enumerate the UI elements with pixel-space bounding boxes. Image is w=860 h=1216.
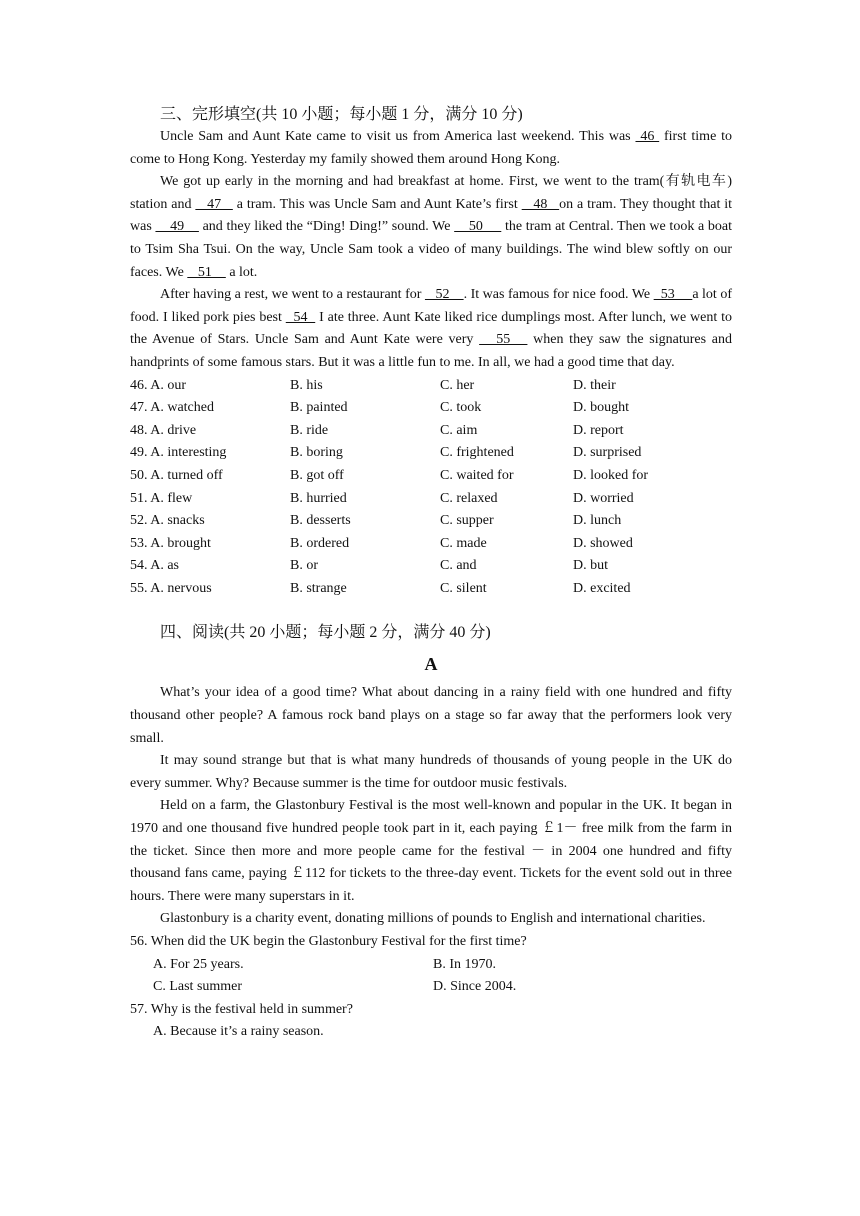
option: D. looked for xyxy=(573,467,649,483)
option: D. showed xyxy=(573,535,633,551)
option-row-47 xyxy=(130,397,732,420)
option: A. Because it’s a rainy season. xyxy=(153,1024,324,1040)
text-run: a lot. xyxy=(225,264,258,280)
cloze-options xyxy=(130,375,732,601)
option: B. painted xyxy=(290,400,348,416)
option: B. boring xyxy=(290,445,343,461)
blank-49: 49 xyxy=(155,219,199,235)
text-run: . It was famous for nice food. We xyxy=(463,287,654,303)
option: C. aim xyxy=(440,422,478,438)
text-run: on a tram. They thought that it was xyxy=(130,196,733,235)
option-row-49 xyxy=(130,442,732,465)
option: D. report xyxy=(573,422,624,438)
option: B. his xyxy=(290,377,323,393)
reading-paragraph-2: It may sound strange but that is what many hundreds of thousands of young people in the UK do every summer. Why? Because summer is the time for outdoor music festivals. xyxy=(130,753,732,791)
text-run: After having a rest, we went to a restaurant for xyxy=(160,287,425,303)
option-row-50 xyxy=(130,465,732,488)
option: C. relaxed xyxy=(440,490,498,506)
text-run: and they liked the “Ding! Ding!” sound. We xyxy=(198,219,455,235)
reading-paragraph-3: Held on a farm, the Glastonbury Festival is the most well-known and popular in the UK. It began in 1970 and one thousand five hundred people took part in it, each paying ￡1－ free milk from the farm in the ticket. Since then more and more people came for the festival － in 2004 one hundred and fifty thousand fans came, paying ￡112 for tickets to the three-day event. Tickets for the event sold out in three hours. There were many superstars in it. xyxy=(130,798,732,904)
blank-51: 51 xyxy=(187,264,226,280)
option: D. lunch xyxy=(573,513,622,529)
text-run: first time to come to Hong Kong. Yesterday my family showed them around Hong Kong. xyxy=(130,129,733,167)
option: 53. A. brought xyxy=(130,535,211,551)
option-row-51 xyxy=(130,488,732,511)
option: D. worried xyxy=(573,490,634,506)
option: 49. A. interesting xyxy=(130,445,227,461)
text-run: a lot of food. I liked pork pies best xyxy=(130,287,733,325)
option: D. but xyxy=(573,558,608,574)
option: 52. A. snacks xyxy=(130,513,205,529)
option: D. excited xyxy=(573,580,631,596)
option: D. bought xyxy=(573,400,629,416)
option: C. her xyxy=(440,377,475,393)
section-4-title: 四、阅读(共 20 小题；每小题 2 分，满分 40 分) xyxy=(160,624,491,642)
option: C. and xyxy=(440,558,477,574)
section-3-title: 三、完形填空(共 10 小题；每小题 1 分，满分 10 分) xyxy=(160,106,523,123)
option-row-48 xyxy=(130,420,732,443)
option-row-46 xyxy=(130,375,732,398)
reading-part-label: A xyxy=(424,654,438,675)
option: B. ride xyxy=(290,422,329,438)
reading-paragraph-1: What’s your idea of a good time? What about dancing in a rainy field with one hundred and fifty thousand other people? A famous rock band plays on a stage so far away that the performers look very small. xyxy=(130,685,732,746)
passage-paragraph-3 xyxy=(130,284,732,374)
spacer xyxy=(130,600,732,622)
option: 54. A. as xyxy=(130,558,179,574)
question-56: 56. When did the UK begin the Glastonbury Festival for the first time? xyxy=(130,934,527,949)
question-56-options-row-1 xyxy=(130,954,732,977)
exam-page xyxy=(130,104,732,1044)
option: 47. A. watched xyxy=(130,400,214,416)
option: C. Last summer xyxy=(153,979,243,995)
option: B. got off xyxy=(290,467,344,483)
option: C. frightened xyxy=(440,445,514,461)
reading-paragraph-4: Glastonbury is a charity event, donating millions of pounds to English and international charities. xyxy=(160,911,706,927)
question-57-options-row-1 xyxy=(130,1021,732,1044)
option: B. In 1970. xyxy=(433,956,496,972)
text-run: I ate three. Aunt Kate liked rice dumplings most. After lunch, we went to the Avenue of Stars. Uncle Sam and Aunt Kate were very xyxy=(130,309,733,348)
option-row-53 xyxy=(130,533,732,556)
blank-52: 52 xyxy=(424,287,464,303)
option: C. waited for xyxy=(440,467,514,483)
text-run: Uncle Sam and Aunt Kate came to visit us from America last weekend. This was xyxy=(160,129,636,144)
option: 46. A. our xyxy=(130,377,186,393)
option: A. For 25 years. xyxy=(153,956,244,972)
option: D. Since 2004. xyxy=(433,979,517,995)
blank-48: 48 xyxy=(521,196,560,212)
option-row-52 xyxy=(130,510,732,533)
option: 50. A. turned off xyxy=(130,467,223,483)
passage-paragraph-1 xyxy=(130,126,732,171)
question-57: 57. Why is the festival held in summer? xyxy=(130,1001,353,1017)
option: 55. A. nervous xyxy=(130,580,212,596)
option: D. their xyxy=(573,377,616,393)
option: B. desserts xyxy=(290,513,351,529)
blank-55: 55 xyxy=(479,332,528,348)
option: B. strange xyxy=(290,580,347,596)
passage-paragraph-2 xyxy=(130,171,732,284)
text-run: a tram. This was Uncle Sam and Aunt Kate’s first xyxy=(232,196,522,212)
blank-47: 47 xyxy=(195,196,233,212)
blank-54: 54 xyxy=(285,309,316,325)
option: B. ordered xyxy=(290,535,350,551)
option: D. surprised xyxy=(573,445,642,461)
option: 48. A. drive xyxy=(130,422,197,438)
option: C. supper xyxy=(440,513,494,529)
option: C. made xyxy=(440,535,487,551)
text-run: the tram at Central. Then we took a boat to Tsim Sha Tsui. On the way, Uncle Sam took a video of many buildings. The wind blew softly on our faces. We xyxy=(130,219,733,280)
option: B. or xyxy=(290,558,318,574)
blank-46: 46 xyxy=(635,129,660,144)
option-row-54 xyxy=(130,555,732,578)
option-row-55 xyxy=(130,578,732,601)
text-run: when they saw the signatures and handprints of some famous stars. But it was a little fun to me. In all, we had a good time that day. xyxy=(130,332,732,370)
option: B. hurried xyxy=(290,490,347,506)
option: 51. A. flew xyxy=(130,490,193,506)
option: C. took xyxy=(440,400,482,416)
blank-50: 50 xyxy=(454,219,502,235)
option: C. silent xyxy=(440,580,487,596)
text-run: We got up early in the morning and had breakfast at home. First, we went to the tram(有轨电车) station and xyxy=(130,174,732,212)
question-56-options-row-2 xyxy=(130,976,732,999)
blank-53: 53 xyxy=(653,287,693,303)
